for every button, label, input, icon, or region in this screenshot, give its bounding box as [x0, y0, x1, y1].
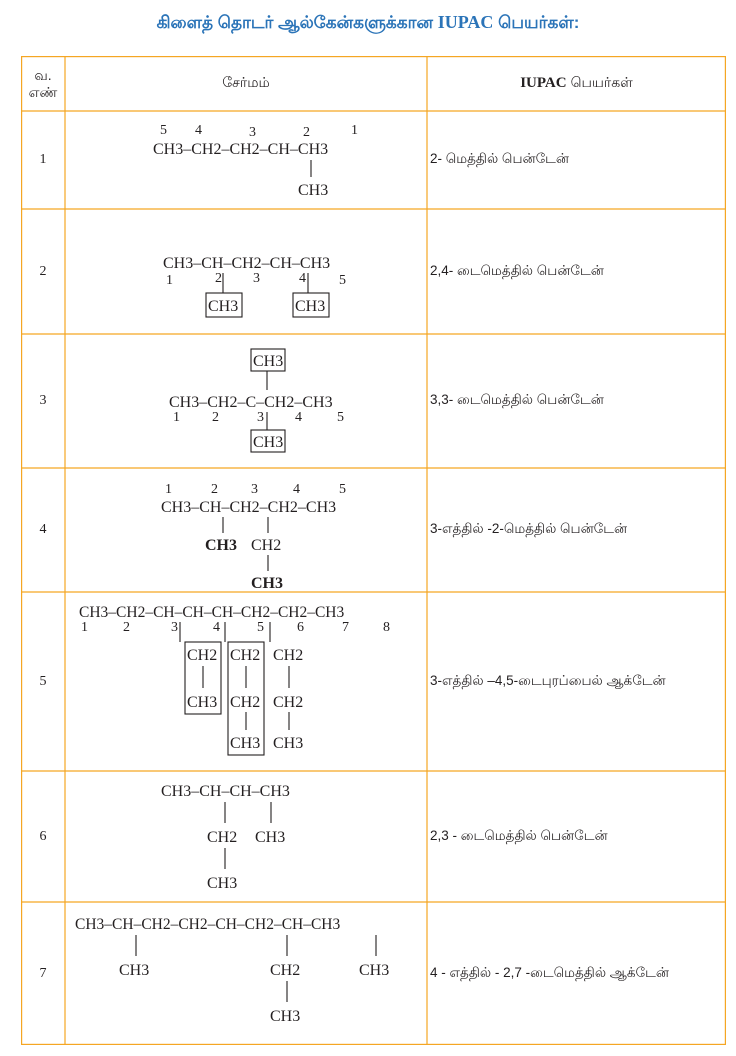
branch: CH2: [187, 647, 218, 664]
branch: CH3: [270, 1008, 301, 1025]
branch: CH3: [273, 735, 304, 752]
locant: 8: [383, 620, 390, 635]
page-title: [0, 12, 736, 35]
locant: 5: [339, 482, 346, 497]
header-iupac: [427, 56, 726, 111]
locant: 2: [123, 620, 130, 635]
branch: CH2: [230, 694, 261, 711]
branch: CH3: [255, 829, 286, 846]
locant: 3: [171, 620, 178, 635]
row-6-name: 2,3 - டைமெத்தில் பென்டேன்: [430, 827, 608, 843]
title-iupac: IUPAC: [437, 12, 494, 32]
row-1-sno: 1: [39, 152, 47, 167]
locant: 3: [249, 125, 256, 140]
header-sno: [21, 56, 65, 111]
branch: CH3: [295, 298, 326, 315]
row-2-name: 2,4- டைமெத்தில் பென்டேன்: [430, 262, 604, 278]
locant: 5: [339, 273, 346, 288]
row-2-structure: [65, 209, 427, 334]
row-7-name: 4 - எத்தில் - 2,7 -டைமெத்தில் ஆக்டேன்: [430, 964, 669, 980]
row-1-name: 2- மெத்தில் பென்டேன்: [430, 151, 570, 166]
branch: CH3: [207, 875, 238, 892]
locant: 4: [213, 620, 220, 635]
branch: CH2: [273, 694, 304, 711]
row-7-sno: 7: [39, 965, 47, 981]
branch: CH2: [230, 647, 261, 664]
row-6-structure: [65, 771, 427, 902]
row-3-structure: [65, 334, 427, 468]
locant: 2: [215, 271, 222, 286]
row-4-sno: 4: [39, 522, 47, 537]
branch: CH3: [298, 182, 329, 199]
header-compound: சேர்மம்: [222, 74, 270, 90]
row-2-sno: 2: [39, 263, 47, 279]
main-chain: CH3–CH2–CH2–CH–CH3: [153, 141, 329, 158]
locant: 2: [211, 482, 218, 497]
branch: CH3: [251, 575, 283, 592]
row-5-structure: [65, 592, 427, 771]
locant: 2: [212, 410, 219, 425]
branch: CH3: [205, 537, 237, 554]
title-suffix: பெயர்கள்:: [498, 13, 580, 32]
main-chain: CH3–CH2–CH–CH–CH–CH2–CH2–CH3: [79, 604, 345, 621]
locant: 4: [295, 410, 302, 425]
locant: 5: [257, 620, 264, 635]
locant: 3: [251, 482, 258, 497]
locant: 1: [173, 410, 180, 425]
branch: CH3: [187, 694, 218, 711]
locant: 7: [342, 620, 349, 635]
branch: CH3: [208, 298, 239, 315]
row-3-name: 3,3- டைமெத்தில் பென்டேன்: [430, 392, 604, 407]
row-6-sno: 6: [39, 828, 47, 844]
locant: 5: [160, 123, 167, 138]
locant: 1: [166, 273, 173, 288]
locant: 6: [297, 620, 304, 635]
header-sno-line2: எண்: [28, 83, 58, 100]
row-5-name: 3-எத்தில் –4,5-டைபுரப்பைல் ஆக்டேன்: [430, 672, 666, 688]
row-3-sno: 3: [39, 393, 47, 408]
locant: 3: [253, 271, 260, 286]
branch: CH2: [270, 962, 301, 979]
branch: CH2: [273, 647, 304, 664]
main-chain: CH3–CH2–C–CH2–CH3: [169, 394, 333, 411]
locant: 1: [165, 482, 172, 497]
locant: 4: [293, 482, 300, 497]
branch: CH3: [253, 434, 284, 451]
header-sno-line1: வ.: [34, 66, 52, 83]
main-chain: CH3–CH–CH2–CH2–CH–CH2–CH–CH3: [75, 916, 341, 933]
row-7-structure: [65, 902, 427, 1045]
branch: CH3: [119, 962, 150, 979]
locant: 1: [351, 123, 358, 138]
row-1-structure: [65, 111, 427, 209]
main-chain: CH3–CH–CH–CH3: [161, 783, 290, 800]
branch: CH2: [207, 829, 238, 846]
branch: CH2: [251, 537, 282, 554]
header-iupac-latin: IUPAC: [520, 75, 567, 91]
locant: 2: [303, 125, 310, 140]
main-chain: CH3–CH–CH2–CH–CH3: [163, 255, 331, 272]
locant: 5: [337, 410, 344, 425]
locant: 3: [257, 410, 264, 425]
header-iupac-tamil: பெயர்கள்: [570, 74, 633, 90]
locant: 1: [81, 620, 88, 635]
row-4-structure: [65, 468, 427, 592]
locant: 4: [195, 123, 202, 138]
row-5-sno: 5: [39, 673, 47, 689]
locant: 4: [299, 271, 306, 286]
branch: CH3: [359, 962, 390, 979]
branch: CH3: [253, 353, 284, 370]
iupac-table: [21, 56, 726, 1045]
branch: CH3: [230, 735, 261, 752]
title-tamil: கிளைத் தொடர் ஆல்கேன்களுக்கான: [156, 13, 434, 32]
row-4-name: 3-எத்தில் -2-மெத்தில் பென்டேன்: [430, 521, 628, 536]
main-chain: CH3–CH–CH2–CH2–CH3: [161, 499, 337, 516]
